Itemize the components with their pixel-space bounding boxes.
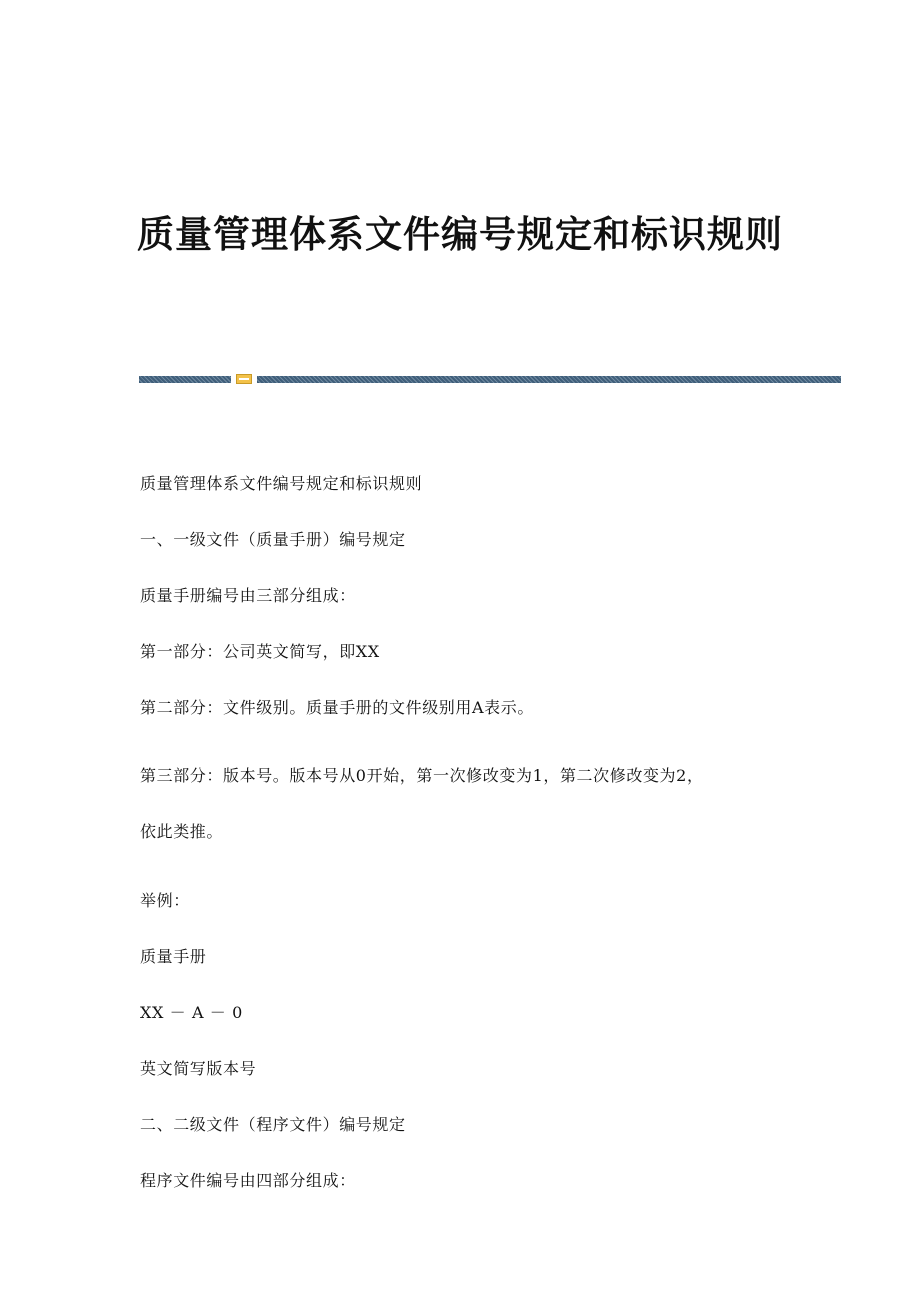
- example-label: 举例：: [140, 891, 190, 910]
- section-heading-level-one: 一、一级文件（质量手册）编号规定: [140, 530, 406, 549]
- divider-bar-right: [257, 376, 841, 383]
- body-paragraph: 质量手册编号由三部分组成：: [140, 586, 356, 605]
- example-line: XX － A － 0: [140, 1003, 243, 1022]
- envelope-icon: [236, 374, 252, 384]
- body-paragraph-line: 第三部分：版本号。版本号从0开始，第一次修改变为1，第二次修改变为2，: [140, 766, 704, 785]
- body-paragraph-multiline: [140, 748, 790, 860]
- body-paragraph: 第二部分：文件级别。质量手册的文件级别用A表示。: [140, 698, 534, 717]
- body-paragraph: 程序文件编号由四部分组成：: [140, 1171, 356, 1190]
- example-line: 英文简写版本号: [140, 1059, 257, 1078]
- body-title: 质量管理体系文件编号规定和标识规则: [140, 474, 423, 493]
- body-paragraph: 第一部分：公司英文简写，即XX: [140, 642, 380, 661]
- document-body: [140, 468, 790, 1221]
- section-heading-level-two: 二、二级文件（程序文件）编号规定: [140, 1115, 406, 1134]
- page-title: 质量管理体系文件编号规定和标识规则: [137, 212, 783, 256]
- title-divider: [139, 374, 841, 384]
- body-paragraph-line: 依此类推。: [140, 822, 224, 841]
- divider-bar-left: [139, 376, 231, 383]
- example-line: 质量手册: [140, 947, 207, 966]
